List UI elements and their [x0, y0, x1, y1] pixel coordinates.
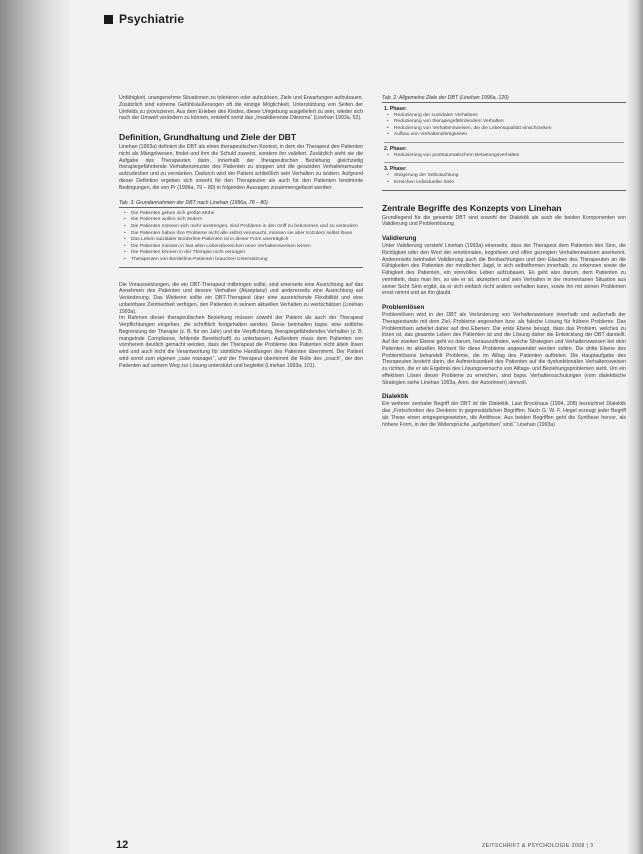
prerequisites-paragraph: Die Voraussetzungen, die ein DBT-Therapeut mitbringen sollte, sind einerseits eine Ausrichtung auf das Annehmen des Patienten und dessen Verhalten (Akzeptanz) und andererseits eine Ausrichtung auf Veränderung. Das Weiteren sollte ein DBT-Therapeut über eine ausreichende Flexibilität und eine unbeirrbare Zentriertheit verfügen, den Patienten in seinem aktuellen Verhalten zu wertschätzen (Linehan 1993a). — [119, 281, 363, 315]
left-column — [119, 95, 363, 369]
list-item: • Steigerung der Selbstachtung — [394, 173, 624, 180]
table-2-box — [382, 102, 626, 191]
journal-footer: ZEITSCHRIFT & PSYCHOLOGIE 2008 | 3 — [482, 843, 594, 849]
validierung-paragraph: Unter Validierung versteht Linehan (1993a) einerseits, dass der Therapeut dem Patienten den Sinn, die Richtigkeit oder den Wert der emotionalen, kognitiven und offen gezeigten Verhaltensweisen anerkennt. Andererseits beinhaltet Validierung auch die Beobachtungen und den Glauben des Therapeuten an die Fähigkeiten des Patienten der mindlichen Jagd, in sich selbstformen innerhalb, zu erkennen sowie die Fähigkeit des Patienten, ein sinnvolles Leben aufzubauen. Es geht also darum, dem Patienten zu vermitteln, dass man ihn, so wie er ist, akzeptiert und sein Verhalten in der momentanen Situation aus seiner Sicht Sinn ergibt, da er sich einfach nicht anders verhalten kann, sowie ihn mit seinen Problemen ernst nimmt und an ihn glaubt. — [382, 243, 626, 297]
book-gutter-shadow — [0, 0, 70, 854]
section-heading-concepts: Zentrale Begriffe des Konzepts von Linehan — [382, 202, 562, 213]
header-square-icon — [104, 15, 113, 24]
list-item: • Reduzierung von therapiegefährdendem Verhalten — [394, 119, 624, 126]
list-item: • Therapeuten von Borderline-Patienten brauchen Unterstützung — [131, 257, 361, 264]
list-item: • Reduzierung von posttraumatischem Belastungsverhalten — [394, 153, 624, 160]
list-item: • Die Patienten haben ihre Probleme nicht alle selbst verursacht, müssen sie aber trotzdem selbst lösen — [131, 231, 361, 238]
list-item: • Die Patienten geben sich größte Mühe — [131, 211, 361, 218]
page-edge-shadow — [627, 0, 643, 854]
page-number: 12 — [116, 839, 129, 851]
list-item: • Die Patienten können in der Therapie nicht versagen — [131, 250, 361, 257]
section-title: Psychiatrie — [119, 12, 185, 26]
subheading-validierung: Validierung — [382, 235, 417, 243]
list-item: • Erreichen individueller Ziele — [394, 180, 624, 187]
phase-1-heading: 1. Phase: — [384, 105, 407, 112]
list-item: • Das Leben suizidaler Borderline-Patienten ist in dieser Form unerträglich — [131, 237, 361, 244]
table-3-box — [119, 207, 363, 268]
dialektik-paragraph: Ein weiterer zentraler Begriff der DBT ist die Dialektik. Laut Brockhaus (1994, 208) bezeichnet Dialektik das „Fortschreiten des Denkens in gegensätzlichen Begriffen. Nach G. W. F. Hegel erzeugt jeder Begriff als These einen entgegengesetzten, die Antithese. Aus beiden Begriffen geht die Synthese hervor, als höhere Form, in der die Widersprüche „aufgehoben“ sind.“ Linehan (1993a) — [382, 401, 626, 428]
table-2-caption: Tab. 2: Allgemeine Ziele der DBT (Linehan 1996a, 120) — [382, 95, 509, 101]
list-item: • Die Patienten müssen in fast allen Lebensbereichen neue Verhaltensweisen lernen — [131, 244, 361, 251]
obligations-paragraph: Im Rahmen dieser therapeutischen Beziehung müssen sowohl der Patient als auch der Therapeut Verpflichtungen eingehen, die schriftlich festgehalten werden. Diese beinhalten bspw. eine zeitliche Begrenzung der Therapie (z. B. für ein Jahr) und die Verpflichtung, therapiegefährdendes Verhalten (z. B. mangelnde Compliance, fehlende Bereitschaft) zu unterlassen. Außerdem muss dem Patienten von vornherein deutlich gemacht werden, dass der Therapeut die Probleme des Patienten nicht allein lösen wird und auch nicht die Verantwortung für sämtliche Handlungen des Patienten übernimmt. Der Patient wird somit zum eigenen „case manager“, und der Therapeut übernimmt die Rolle des „coach“, der den Patienten auf seinem Weg zur Lösung unterstützt und begleitet (Linehan 1993a, 101). — [119, 315, 363, 369]
divider — [384, 162, 624, 163]
table-3 — [119, 200, 363, 267]
definition-paragraph: Linehan (1993a) definiert die DBT als einen therapeutischen Kontext, in dem der Therapeut den Patienten nicht als Mängelwesen, findet und ihm die Schuld zuweist, sondern ihn validiert. Zusätzlich sieht sie die Aufgabe des Therapeuten darin, innerhalb der therapeutischen Beziehung gleichzeitig therapiegefährdende Verhaltensmuster des Patienten zu stoppen und die gesunden Verhaltensmuster aufzudecken und zu verstärken. Dadurch wird der Patient schließlich sein Verhalten zu ändern. Aufgrund dieser Definition ergeben sich sowohl für den Therapeuten als auch für den Patienten bestimmte Bedingungen, die von Pr (1996a, 79 – 80) in folgenden Aussagen zusammengefasst werden: — [119, 144, 363, 191]
table-3-caption: Tab. 3: Grundannahmen der DBT nach Linehan (1996a, 78 – 80) — [119, 200, 268, 207]
divider — [384, 142, 624, 143]
phase-2-heading: 2. Phase: — [384, 145, 407, 152]
right-column — [382, 95, 626, 428]
concepts-intro-paragraph: Grundlegend für die gesamte DBT sind sowohl der Dialektik als auch die beiden Komponenten von Validierung und Problemlösung. — [382, 214, 626, 228]
running-header — [104, 12, 184, 26]
list-item: • Die Patienten müssen sich mehr anstrengen, sind Probleme in den Griff zu bekommen und zu verändern — [131, 224, 361, 231]
list-item: • Reduzierung der suizidalen Verhaltens — [394, 113, 624, 120]
subheading-dialektik: Dialektik — [382, 393, 409, 401]
phase-3-heading: 3. Phase: — [384, 166, 407, 173]
problemloesen-paragraph: Problemlösen wird in der DBT als Veränderung von Verhaltensweisen innerhalb und außerhalb der Therapiestunde mit dem Ziel, Probleme angesehen bzw. als falsche Lösung für frühere Probleme. Das Problemlösen arbeitet daher auf drei Ebenen: Die erste Ebene besagt, dass das Problem, welches zu lösen ist, das gesamte Leben des Patienten ist und die Lösung daher die Entwicklung der DBT darstellt. Auf der zweiten Ebene geht es darum, herauszufinden, welche Strategien und Verhaltensweisen bei dem Patienten im aktuellen Moment für diese Probleme angewendet werden sollen. Die dritte Ebene des Problemlösens behandelt Probleme, die im Alltag des Patienten auftreten. Die Hauptaufgabe des Therapeuten besteht darin, die Aufmerksamkeit des Patienten auf die dysfunktionalen Verhaltensweisen zu richten, die er als Ergebnis des Lösungsversuchs von Alltags- und Beziehungsproblemen sieht. Um ein effektiven Lösen dieser Probleme zu erreichen, sind bspw. Verhaltensschulungen (vom dialektische Strategien siehe Linehan 1993a, Anm. der Autorinnen) sinnvoll. — [382, 312, 626, 386]
section-heading-definition: Definition, Grundhaltung und Ziele der DBT — [119, 132, 297, 142]
list-item: • Aufbau von Verhaltensfertigkeiten — [394, 132, 624, 139]
list-item: • Die Patienten wollen sich ändern — [131, 217, 361, 224]
list-item: • Reduzierung von Verhaltensweisen, die die Lebensqualität einschränken — [394, 126, 624, 133]
intro-paragraph: Unfähigkeit, unangenehme Situationen zu tolerieren oder aufzulösen. Ziele und Erwartungen aufzubauen. Zusätzlich sind extreme Gefühlsäußerungen oft die einzige Möglichkeit, Unterstützung von Seiten der Umfelds zu provozieren. Aus dem Erleben des Kindes, dieser Umgebung ausgeliefert zu sein, wieder sich nach der Umwelt verändern zu können, entsteht somit das „Invalidierende Dilemma“ (Linehan 1993a, 52). — [119, 95, 363, 122]
subheading-problemloesen: Problemlösen — [382, 304, 425, 312]
